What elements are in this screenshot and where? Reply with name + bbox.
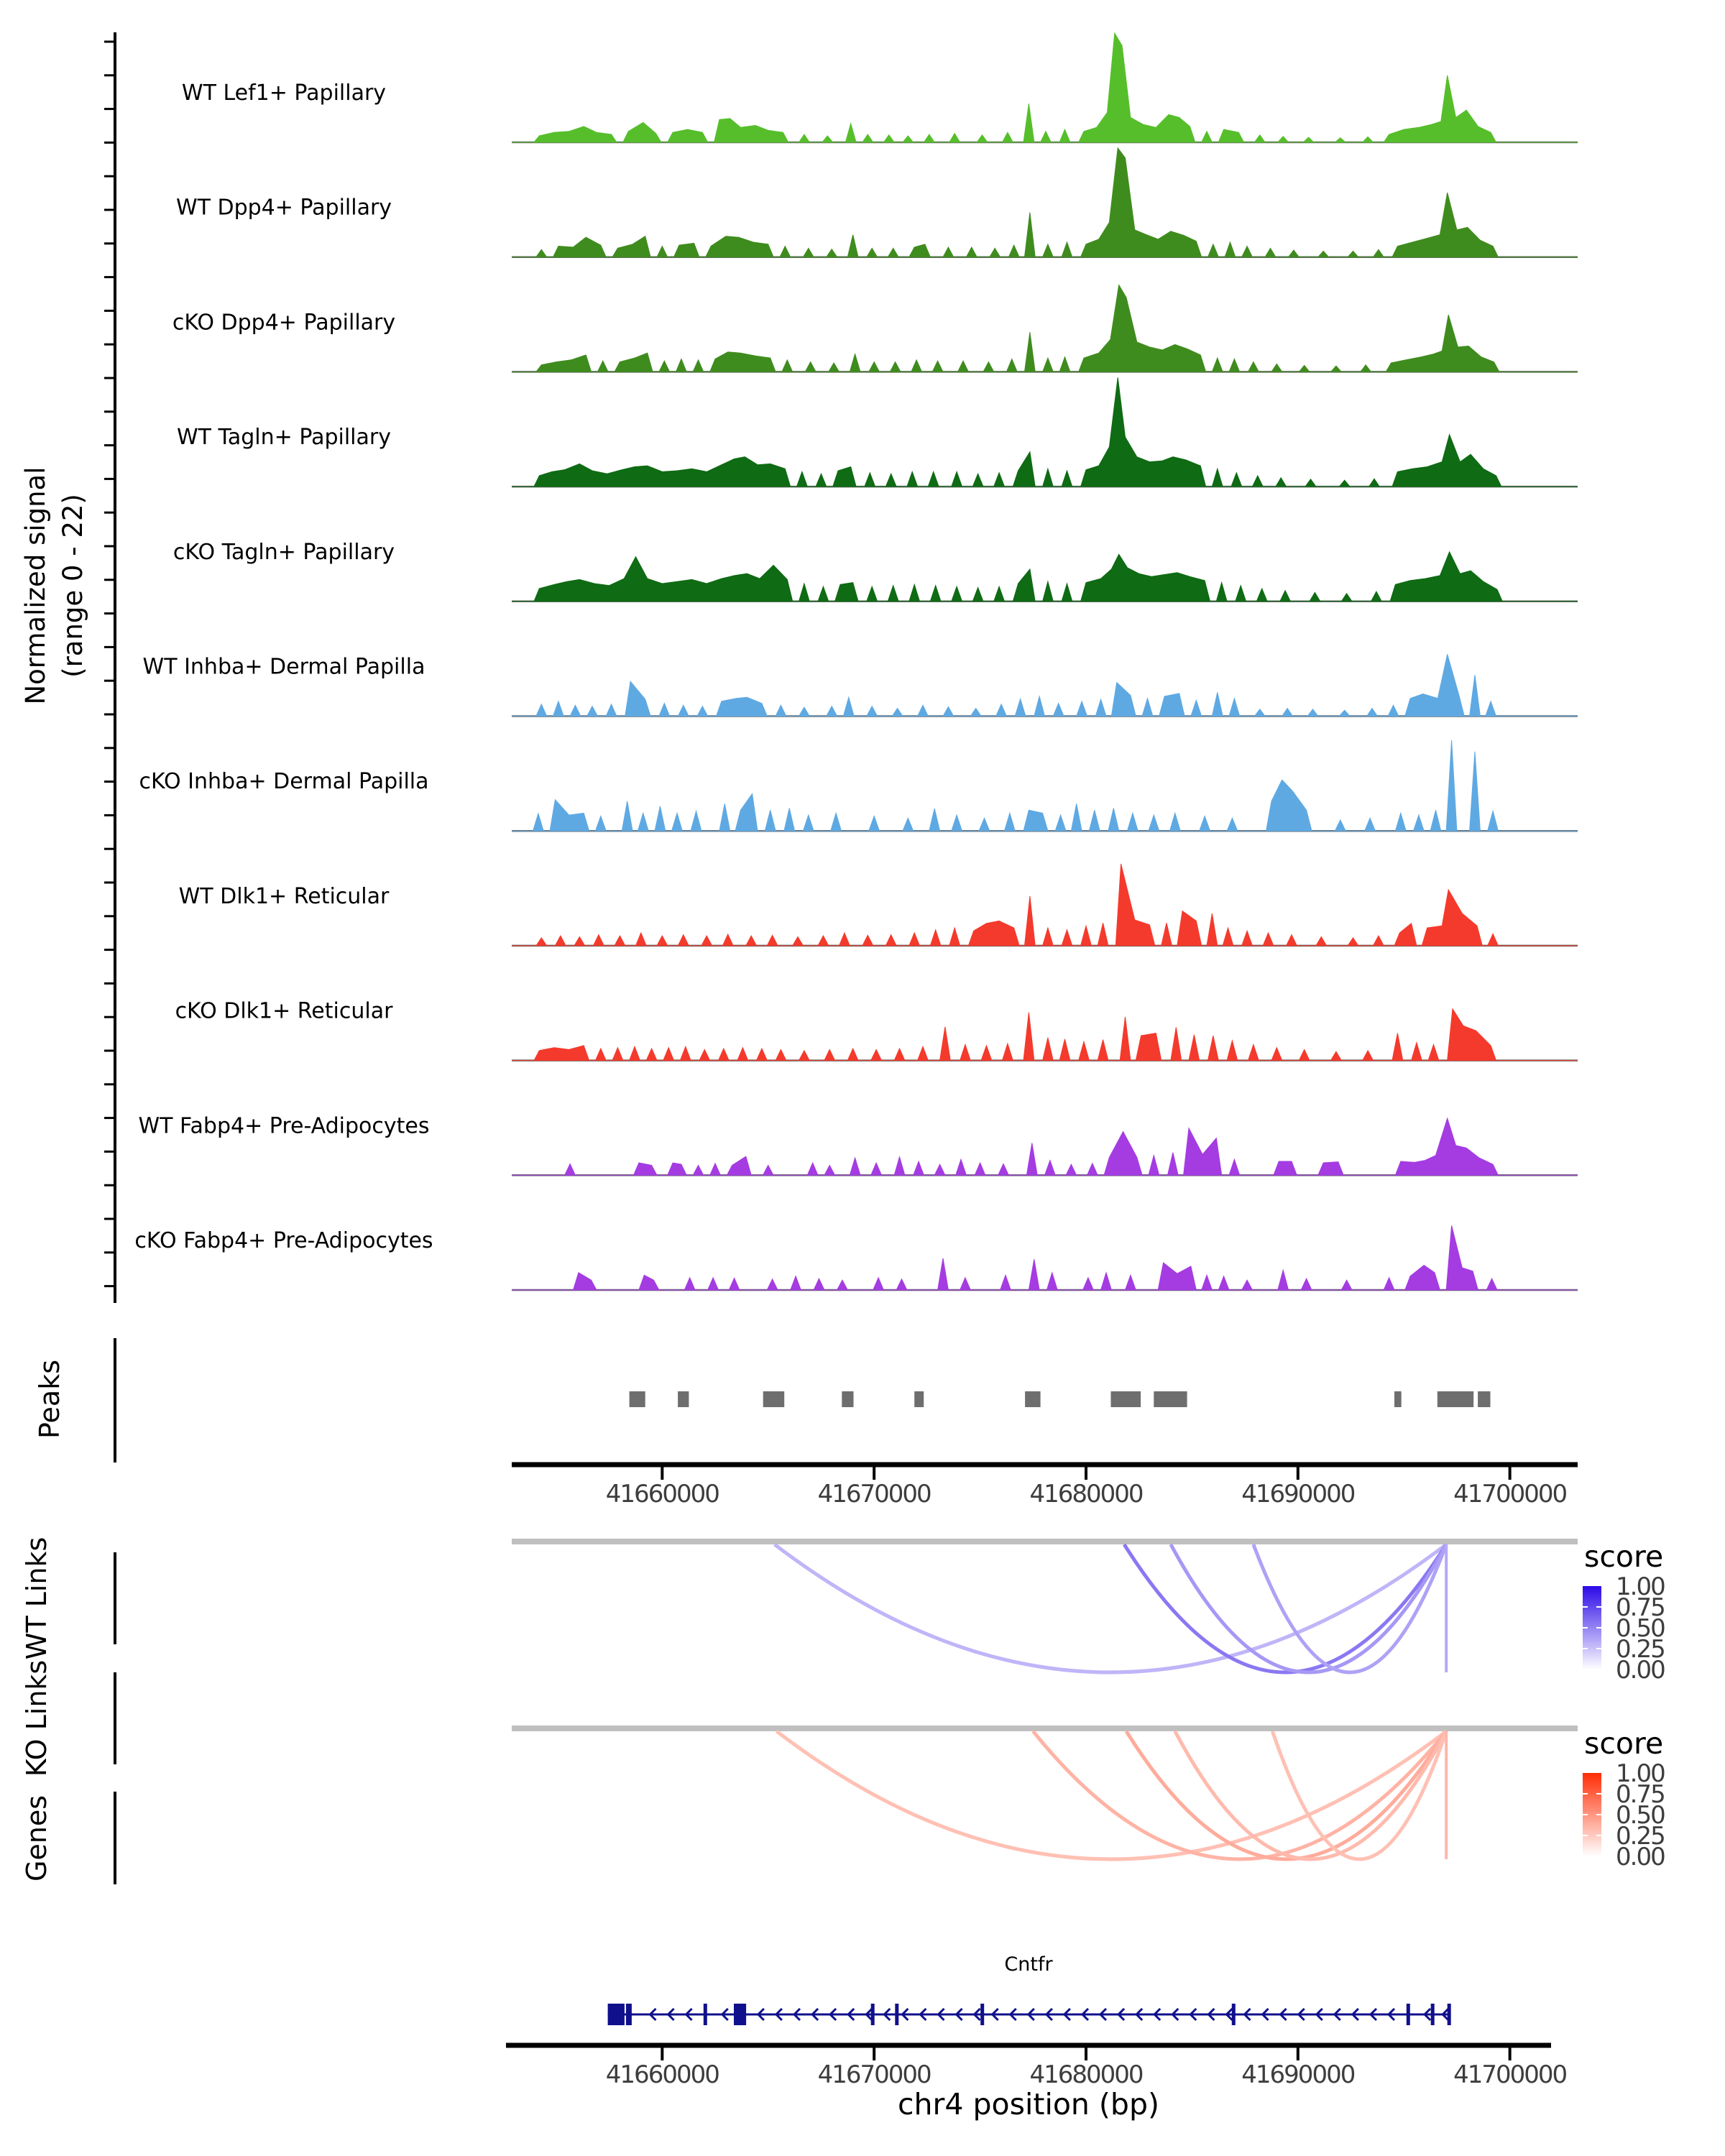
score-legend-tick-label: 0.75: [1616, 1593, 1665, 1622]
peak-interval: [1025, 1391, 1041, 1407]
gene-exon: [734, 2004, 746, 2025]
peak-interval: [630, 1391, 645, 1407]
track-label: WT Lef1+ Papillary: [181, 80, 387, 106]
coverage-area: [512, 740, 1578, 831]
genomic-axis-tick-label: 41690000: [1241, 2060, 1355, 2089]
ko-links-section-label: KO Links: [21, 1659, 52, 1777]
gene-exon: [704, 2004, 707, 2025]
links-panel-bar: [512, 1539, 1578, 1544]
gene-exon: [980, 2004, 984, 2025]
score-legend-tick-label: 0.00: [1616, 1843, 1665, 1871]
coverage-area: [512, 1118, 1578, 1175]
genomic-axis-tick-label: 41700000: [1453, 2060, 1567, 2089]
track-label: WT Dpp4+ Papillary: [175, 195, 392, 221]
peak-interval: [842, 1391, 853, 1407]
track-label: WT Dlk1+ Reticular: [178, 883, 390, 909]
peak-interval: [1394, 1391, 1402, 1407]
score-legend-tick-label: 0.00: [1616, 1656, 1665, 1685]
score-legend-tick-label: 0.25: [1616, 1822, 1665, 1851]
track-label: WT Fabp4+ Pre-Adipocytes: [138, 1113, 430, 1139]
genomic-axis-tick-label: 41680000: [1029, 1480, 1143, 1508]
score-legend-tick-label: 1.00: [1616, 1759, 1665, 1788]
link-arc: [1126, 1731, 1446, 1859]
gene-exon: [608, 2004, 625, 2025]
genomic-axis-tick-label: 41660000: [605, 2060, 719, 2089]
peak-interval: [763, 1391, 785, 1407]
genomic-axis-tick-label: 41660000: [605, 1480, 719, 1508]
wt-links-section-label: WT Links: [21, 1537, 52, 1660]
genomic-axis-tick-label: 41690000: [1241, 1480, 1355, 1508]
track-label: WT Inhba+ Dermal Papilla: [142, 654, 426, 680]
gene-exon: [1448, 2004, 1451, 2025]
coverage-area: [512, 377, 1578, 487]
score-legend-tick-label: 0.75: [1616, 1780, 1665, 1809]
coverage-area: [512, 148, 1578, 257]
score-legend-tick-label: 0.50: [1616, 1801, 1665, 1830]
genomic-axis-tick-label: 41670000: [817, 1480, 931, 1508]
track-label: cKO Inhba+ Dermal Papilla: [139, 769, 429, 795]
signal-axis-label-line1: Normalized signal: [20, 466, 51, 705]
peak-interval: [1154, 1391, 1187, 1407]
link-arc: [1175, 1731, 1446, 1859]
track-label: cKO Tagln+ Papillary: [172, 539, 395, 565]
signal-axis-label-line2: (range 0 - 22): [58, 494, 88, 678]
wt-score-legend-title: score: [1584, 1539, 1664, 1574]
score-legend-tick-label: 0.25: [1616, 1635, 1665, 1664]
peak-interval: [1438, 1391, 1473, 1407]
gene-exon: [871, 2004, 875, 2025]
gene-exon: [626, 2004, 632, 2025]
gene-exon: [895, 2004, 898, 2025]
peak-interval: [678, 1391, 689, 1407]
coverage-area: [512, 654, 1578, 716]
coverage-area: [512, 1225, 1578, 1290]
gene-exon: [1431, 2004, 1435, 2025]
peak-interval: [914, 1391, 924, 1407]
coverage-area: [512, 552, 1578, 602]
gene-exon: [1232, 2004, 1236, 2025]
link-arc: [1171, 1544, 1446, 1672]
x-axis-title: chr4 position (bp): [898, 2087, 1159, 2122]
peaks-section-label: Peaks: [34, 1359, 65, 1439]
coverage-area: [512, 33, 1578, 142]
link-arc: [1124, 1544, 1446, 1672]
genes-section-label: Genes: [21, 1795, 52, 1882]
gene-name-label: Cntfr: [1004, 1953, 1053, 1976]
peak-interval: [1111, 1391, 1141, 1407]
score-legend-tick-label: 0.50: [1616, 1614, 1665, 1643]
ko-score-legend-title: score: [1584, 1726, 1664, 1761]
track-label: cKO Fabp4+ Pre-Adipocytes: [134, 1228, 433, 1253]
track-label: cKO Dpp4+ Papillary: [172, 310, 396, 336]
score-legend-tick-label: 1.00: [1616, 1572, 1665, 1601]
genomic-axis-tick-label: 41670000: [817, 2060, 931, 2089]
coverage-area: [512, 1009, 1578, 1061]
links-panel-bar: [512, 1726, 1578, 1731]
gene-exon: [1407, 2004, 1410, 2025]
track-label: cKO Dlk1+ Reticular: [175, 998, 393, 1024]
coverage-area: [512, 864, 1578, 946]
genomic-axis-tick-label: 41680000: [1029, 2060, 1143, 2089]
coverage-area: [512, 285, 1578, 372]
track-label: WT Tagln+ Papillary: [177, 425, 391, 451]
genomic-axis-tick-label: 41700000: [1453, 1480, 1567, 1508]
peak-interval: [1478, 1391, 1490, 1407]
